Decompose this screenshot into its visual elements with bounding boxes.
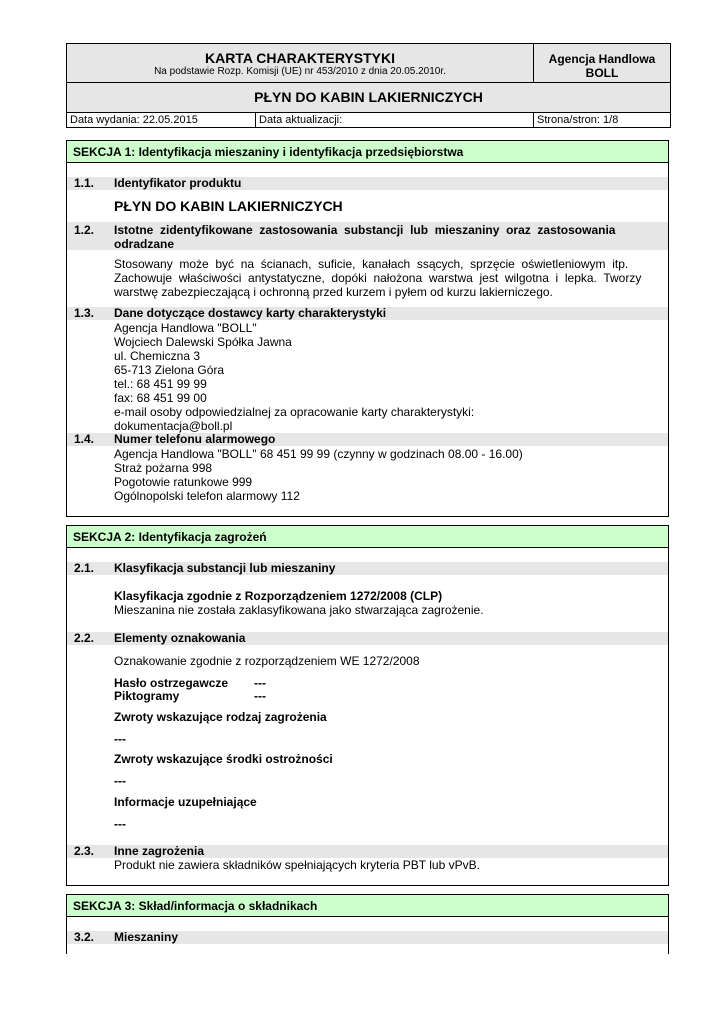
- subsection-number: 2.2.: [74, 631, 95, 645]
- section-1: [66, 140, 669, 517]
- subsection-number: 1.2.: [74, 223, 95, 237]
- section-1-title: SEKCJA 1: Identyfikacja mieszaniny i identyfikacja przedsiębiorstwa: [67, 141, 668, 163]
- agency-name: Agencja Handlowa: [548, 52, 656, 66]
- subsection-1-2: [67, 222, 668, 250]
- supplier-line: ul. Chemiczna 3: [114, 349, 201, 363]
- subsection-label-line2: odradzane: [114, 237, 175, 251]
- precautionary-statements-title: Zwroty wskazujące środki ostrożności: [114, 752, 333, 766]
- subsection-number: 1.4.: [74, 432, 95, 446]
- agency-box: [534, 44, 670, 82]
- signal-word-label: Hasło ostrzegawcze: [114, 676, 229, 690]
- document-title: KARTA CHARAKTERYSTYKI: [204, 50, 396, 66]
- classification-title: Klasyfikacja zgodnie z Rozporządzeniem 1272/2008 (CLP): [114, 589, 443, 603]
- update-date: Data aktualizacji:: [256, 113, 534, 127]
- pictograms-label: Piktogramy: [114, 689, 180, 703]
- subsection-label: Numer telefonu alarmowego: [114, 432, 276, 446]
- supplier-line: Wojciech Dalewski Spółka Jawna: [114, 335, 292, 349]
- supplier-line: 65-713 Zielona Góra: [114, 363, 225, 377]
- supplementary-info-value: ---: [114, 817, 126, 831]
- uses-line: warstwę zabezpieczającą i ochronną przed kurzem i pyłem od kurzu lakierniczego.: [114, 285, 553, 299]
- section-3-title: SEKCJA 3: Skład/informacja o składnikach: [67, 895, 668, 917]
- document-header: [66, 43, 671, 128]
- supplier-line: fax: 68 451 99 00: [114, 391, 207, 405]
- subsection-label: Klasyfikacja substancji lub mieszaniny: [114, 561, 336, 575]
- hazard-statements-title: Zwroty wskazujące rodzaj zagrożenia: [114, 710, 327, 724]
- page-number: Strona/stron: 1/8: [537, 114, 619, 126]
- subsection-label: Identyfikator produktu: [114, 176, 242, 190]
- regulation-subtitle: Na podstawie Rozp. Komisji (UE) nr 453/2010 z dnia 20.05.2010r.: [154, 66, 446, 77]
- subsection-2-1: [67, 562, 668, 575]
- section-3: [66, 894, 669, 954]
- subsection-number: 1.1.: [74, 176, 95, 190]
- issue-date: Data wydania: 22.05.2015: [67, 113, 256, 127]
- signal-word-value: ---: [254, 676, 266, 690]
- subsection-3-2: [67, 931, 668, 944]
- emergency-line: Pogotowie ratunkowe 999: [114, 475, 253, 489]
- supplier-line: tel.: 68 451 99 99: [114, 377, 207, 391]
- subsection-1-1: [67, 177, 668, 190]
- section-2-title: SEKCJA 2: Identyfikacja zagrożeń: [67, 526, 668, 548]
- uses-description: [114, 257, 662, 299]
- emergency-line: Ogólnopolski telefon alarmowy 112: [114, 489, 300, 503]
- classification-block: [114, 589, 662, 617]
- subsection-2-2: [67, 632, 668, 645]
- pictograms-value: ---: [254, 689, 266, 703]
- precautionary-statements-value: ---: [114, 774, 126, 788]
- supplier-line: Agencja Handlowa "BOLL": [114, 321, 257, 335]
- subsection-label: Dane dotyczące dostawcy karty charakterystyki: [114, 306, 387, 320]
- emergency-line: Straż pożarna 998: [114, 461, 213, 475]
- other-hazards-text: Produkt nie zawiera składników spełniających kryteria PBT lub vPvB.: [114, 858, 480, 872]
- signal-word-row: [114, 676, 662, 690]
- emergency-phones: [114, 447, 662, 503]
- subsection-label: Mieszaniny: [114, 930, 179, 944]
- subsection-number: 2.3.: [74, 844, 95, 858]
- uses-line: Stosowany może być na ścianach, suficie, kanałach ssących, sprzęcie oświetleniowym itp.: [114, 257, 629, 271]
- section-2: [66, 525, 669, 886]
- supplementary-info-title: Informacje uzupełniające: [114, 795, 257, 809]
- subsection-2-3: [67, 845, 668, 858]
- subsection-label: Elementy oznakowania: [114, 631, 246, 645]
- labelling-text: Oznakowanie zgodnie z rozporządzeniem WE 1272/2008: [114, 654, 420, 668]
- product-identifier: PŁYN DO KABIN LAKIERNICZYCH: [114, 198, 343, 214]
- product-name-header: PŁYN DO KABIN LAKIERNICZYCH: [67, 83, 670, 113]
- hazard-statements-value: ---: [114, 732, 126, 746]
- supplier-line: e-mail osoby odpowiedzialnej za opracowanie karty charakterystyki:: [114, 405, 475, 419]
- supplier-email[interactable]: dokumentacja@boll.pl: [114, 419, 233, 433]
- subsection-number: 3.2.: [74, 930, 95, 944]
- subsection-number: 1.3.: [74, 306, 95, 320]
- uses-line: Zachowuje właściwości antystatyczne, dopóki nałożona warstwa jest wilgotna i lepka. Tworzy: [114, 271, 642, 285]
- agency-brand: BOLL: [585, 66, 619, 80]
- subsection-label-line1: Istotne zidentyfikowane zastosowania substancji lub mieszaniny oraz zastosowania: [114, 223, 616, 237]
- supplier-details: [114, 321, 662, 433]
- classification-text: Mieszanina nie została zaklasyfikowana jako stwarzająca zagrożenie.: [114, 603, 484, 617]
- subsection-label: Inne zagrożenia: [114, 844, 205, 858]
- subsection-label: [114, 223, 662, 251]
- subsection-1-4: [67, 433, 668, 446]
- pictograms-row: [114, 689, 662, 703]
- subsection-number: 2.1.: [74, 561, 95, 575]
- subsection-1-3: [67, 307, 668, 320]
- emergency-line: Agencja Handlowa "BOLL" 68 451 99 99 (czynny w godzinach 08.00 - 16.00): [114, 447, 523, 461]
